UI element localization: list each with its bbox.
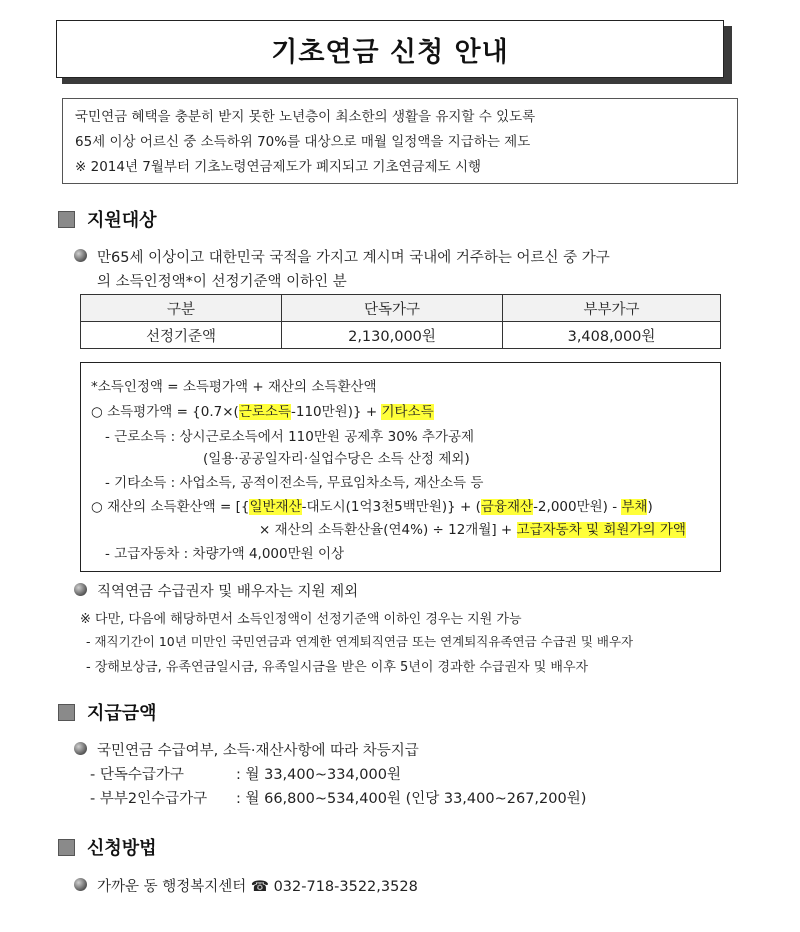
table-header-row	[81, 295, 721, 322]
bullet-icon	[74, 249, 87, 262]
intro-line-2: 65세 이상 어르신 중 소득하위 70%를 대상으로 매월 일정액을 지급하는 제도	[75, 134, 531, 150]
section-payment-title: 지급금액	[87, 703, 157, 724]
apply-text: 가까운 동 행정복지센터 ☎ 032-718-3522,3528	[97, 879, 418, 895]
square-icon	[58, 704, 75, 721]
intro-line-3: ※ 2014년 7월부터 기초노령연금제도가 폐지되고 기초연금제도 시행	[75, 159, 482, 175]
formula-line-4: - 기타소득 : 사업소득, 공적이전소득, 무료임차소득, 재산소득 등	[105, 475, 484, 491]
table-row	[81, 322, 721, 349]
intro-box	[62, 98, 738, 184]
section-apply-title: 신청방법	[87, 838, 157, 859]
payment-single-label: - 단독수급가구	[90, 767, 184, 783]
highlight-text: 기타소득	[381, 404, 434, 420]
bullet-icon	[74, 742, 87, 755]
formula-box	[80, 362, 721, 572]
section-apply-header	[58, 834, 157, 860]
payment-single-value: : 월 33,400~334,000원	[236, 767, 401, 783]
payment-bullet	[74, 739, 419, 760]
highlight-text: 부채	[621, 499, 648, 515]
square-icon	[58, 211, 75, 228]
table-cell: 3,408,000원	[503, 322, 721, 349]
bullet-icon	[74, 583, 87, 596]
payment-bullet-text: 국민연금 수급여부, 소득·재산사항에 따라 차등지급	[97, 743, 419, 759]
formula-text: × 재산의 소득환산율(연4%) ÷ 12개월] +	[259, 522, 517, 538]
formula-line-3: (일용·공공일자리·실업수당은 소득 산정 제외)	[203, 451, 470, 467]
payment-couple-label: - 부부2인수급가구	[90, 791, 208, 807]
formula-text: -2,000만원) -	[533, 499, 622, 515]
support-bullet-1-cont	[97, 270, 347, 291]
formula-line-7: - 고급자동차 : 차량가액 4,000만원 이상	[105, 546, 345, 562]
criteria-table	[80, 294, 721, 349]
table-cell: 선정기준액	[81, 322, 282, 349]
table-header-cell: 단독가구	[282, 295, 503, 322]
support-bullet-2	[74, 580, 358, 601]
support-bullet-1-text-2: 의 소득인정액*이 선정기준액 이하인 분	[97, 274, 347, 290]
apply-bullet	[74, 875, 418, 896]
highlight-text: 고급자동차 및 회원가의 가액	[516, 522, 686, 538]
formula-text: ○ 재산의 소득환산액 = [{	[91, 499, 250, 515]
bullet-icon	[74, 878, 87, 891]
support-bullet-2-text: 직역연금 수급권자 및 배우자는 지원 제외	[97, 584, 359, 600]
exception-item-2: - 장해보상금, 유족연금일시금, 유족일시금을 받은 이후 5년이 경과한 수급권자 및 배우자	[86, 660, 589, 675]
section-support-header	[58, 206, 157, 232]
highlight-text: 근로소득	[238, 404, 291, 420]
support-bullet-1-text: 만65세 이상이고 대한민국 국적을 가지고 계시며 국내에 거주하는 어르신 중 가구	[97, 250, 610, 266]
formula-line-2: - 근로소득 : 상시근로소득에서 110만원 공제후 30% 추가공제	[105, 429, 475, 445]
payment-couple-value: : 월 66,800~534,400원 (인당 33,400~267,200원)	[236, 791, 587, 807]
support-bullet-1	[74, 246, 610, 267]
square-icon	[58, 839, 75, 856]
table-header-cell: 부부가구	[503, 295, 721, 322]
section-support-title: 지원대상	[87, 210, 157, 231]
highlight-text: 일반재산	[249, 499, 302, 515]
formula-text: )	[647, 499, 653, 515]
highlight-text: 금융재산	[480, 499, 534, 515]
formula-line-6	[259, 518, 686, 538]
formula-line-1	[91, 400, 434, 420]
table-cell: 2,130,000원	[282, 322, 503, 349]
exception-note: ※ 다만, 다음에 해당하면서 소득인정액이 선정기준액 이하인 경우는 지원 가능	[80, 612, 522, 627]
table-header-cell: 구분	[81, 295, 282, 322]
formula-text: ○ 소득평가액 = {0.7×(	[91, 404, 239, 420]
section-payment-header	[58, 699, 157, 725]
formula-text: -110만원)} +	[290, 404, 382, 420]
formula-line-5	[91, 495, 653, 515]
page-title: 기초연금 신청 안내	[271, 36, 509, 68]
exception-item-1: - 재직기간이 10년 미만인 국민연금과 연계한 연계퇴직연금 또는 연계퇴직유족연금 수급권 및 배우자	[86, 634, 634, 649]
formula-text: -대도시(1억3천5백만원)} + (	[301, 499, 481, 515]
formula-title: *소득인정액 = 소득평가액 + 재산의 소득환산액	[91, 379, 377, 395]
intro-line-1: 국민연금 혜택을 충분히 받지 못한 노년층이 최소한의 생활을 유지할 수 있도록	[75, 109, 536, 125]
title-box	[56, 20, 724, 78]
